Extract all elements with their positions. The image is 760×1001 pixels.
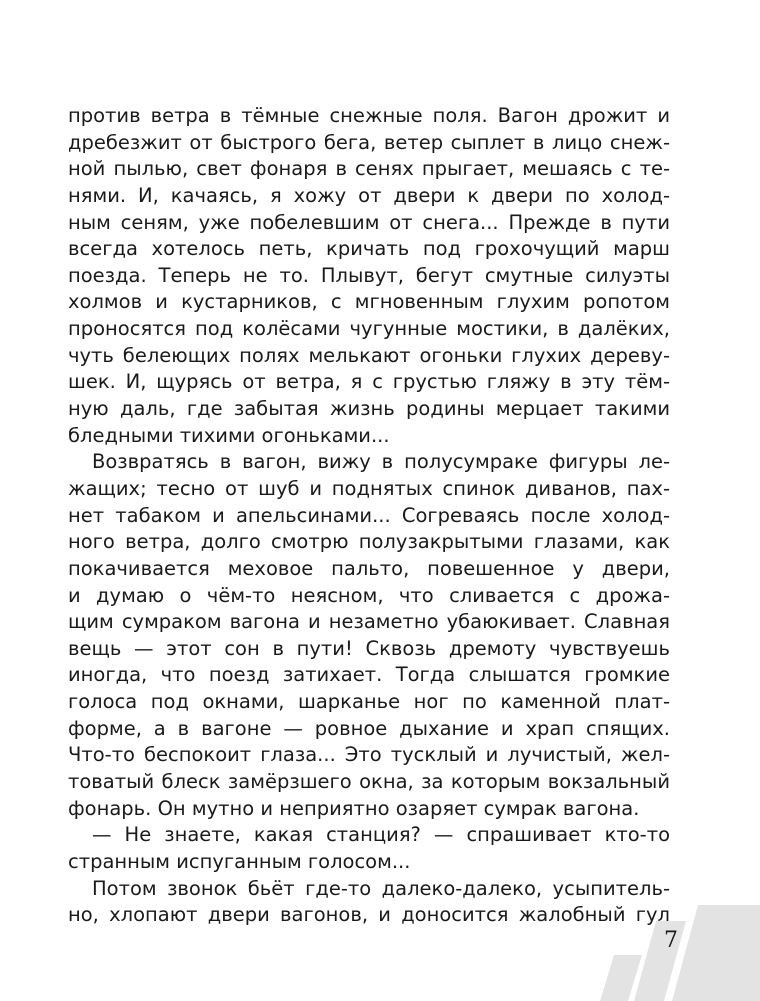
- text-line: дребезжит от быстрого бега, ветер сыплет в лицо снеж-: [68, 130, 670, 154]
- text-line: всегда хотелось петь, кричать под грохочущий марш: [68, 237, 670, 261]
- text-line: вещь — этот сон в пути! Сквозь дремоту чувствуешь: [68, 636, 670, 660]
- text-line: бледными тихими огоньками...: [68, 423, 390, 447]
- stripe-shape-right: [672, 905, 760, 1001]
- stripe-shape-left: [600, 955, 642, 1001]
- body-text: [68, 103, 670, 929]
- text-line: ным сеням, уже побелевшим от снега... Прежде в пути: [68, 210, 670, 234]
- text-line: против ветра в тёмные снежные поля. Вагон дрожит и: [68, 104, 670, 127]
- text-line: ной пылью, свет фонаря в сенях прыгает, мешаясь с те-: [68, 157, 670, 181]
- text-line: ного ветра, долго смотрю полузакрытыми глазами, как: [68, 530, 670, 554]
- text-line: и думаю о чём-то неясном, что сливается с дрожа-: [68, 583, 670, 607]
- text-line: — Не знаете, какая станция? — спрашивает кто-то: [92, 823, 670, 847]
- text-line: ную даль, где забытая жизнь родины мерцает такими: [68, 397, 670, 421]
- text-line: поезда. Теперь не то. Плывут, бегут смутные силуэты: [68, 263, 670, 287]
- text-line: странным испуганным голосом...: [68, 849, 411, 873]
- text-line: иногда, что поезд затихает. Тогда слышатся громкие: [68, 663, 670, 687]
- text-line: Возвратясь в вагон, вижу в полусумраке фигуры ле-: [92, 450, 670, 474]
- text-line: товатый блеск замёрзшего окна, за которым вокзальный: [68, 770, 670, 794]
- text-line: нями. И, качаясь, я хожу от двери к двери по холод-: [68, 183, 670, 207]
- text-line: Что-то беспокоит глаза... Это тусклый и лучистый, жел-: [68, 743, 670, 767]
- page-number: 7: [664, 928, 678, 953]
- text-line: но, хлопают двери вагонов, и доносится жалобный гул: [68, 903, 670, 927]
- text-line: проносятся под колёсами чугунные мостики, в далёких,: [68, 317, 670, 341]
- text-line: покачивается меховое пальто, повешенное у двери,: [68, 556, 670, 580]
- text-line: шек. И, щурясь от ветра, я с грустью гляжу в эту тём-: [68, 370, 670, 394]
- text-line: холмов и кустарников, с мгновенным глухим ропотом: [68, 290, 670, 314]
- text-line: фонарь. Он мутно и неприятно озаряет сумрак вагона.: [68, 796, 640, 820]
- text-line: форме, а в вагоне — ровное дыхание и храп спящих.: [68, 716, 670, 740]
- text-line: жащих; тесно от шуб и поднятых спинок диванов, пах-: [68, 476, 670, 500]
- text-line: Потом звонок бьёт где-то далеко-далеко, усыпитель-: [92, 876, 670, 900]
- text-line: чуть белеющих полях мелькают огоньки глухих дереву-: [68, 343, 670, 367]
- text-line: голоса под окнами, шарканье ног по каменной плат-: [68, 690, 670, 714]
- text-line: щим сумраком вагона и незаметно убаюкивает. Славная: [68, 610, 670, 634]
- text-line: нет табаком и апельсинами... Согреваясь после холод-: [68, 503, 670, 527]
